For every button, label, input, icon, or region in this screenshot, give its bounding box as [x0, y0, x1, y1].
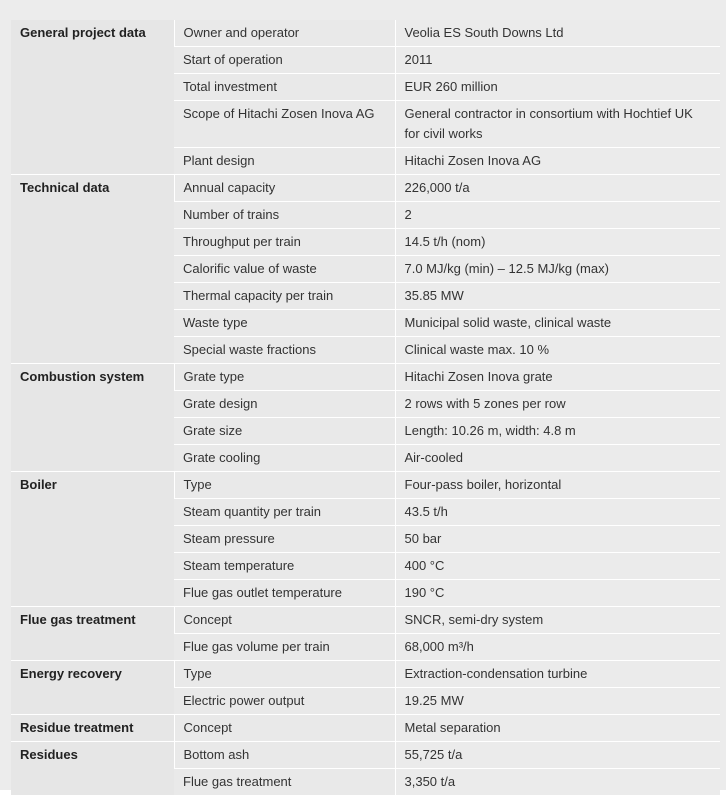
parameter-value: 7.0 MJ/kg (min) – 12.5 MJ/kg (max)	[395, 256, 720, 283]
parameter-label: Steam quantity per train	[174, 499, 395, 526]
section-title: Boiler	[11, 472, 174, 607]
table-row	[11, 742, 720, 769]
parameter-value: 2 rows with 5 zones per row	[395, 391, 720, 418]
parameter-label: Flue gas treatment	[174, 769, 395, 796]
table-row	[11, 364, 720, 391]
parameter-label: Grate size	[174, 418, 395, 445]
section-title: Residue treatment	[11, 715, 174, 742]
parameter-value: Four-pass boiler, horizontal	[395, 472, 720, 499]
parameter-label: Annual capacity	[174, 175, 395, 202]
table-row	[11, 175, 720, 202]
parameter-value: Hitachi Zosen Inova grate	[395, 364, 720, 391]
parameter-label: Concept	[174, 715, 395, 742]
parameter-value: Extraction-condensation turbine	[395, 661, 720, 688]
section-title: Energy recovery	[11, 661, 174, 715]
parameter-label: Total investment	[174, 74, 395, 101]
parameter-value: Length: 10.26 m, width: 4.8 m	[395, 418, 720, 445]
parameter-label: Owner and operator	[174, 20, 395, 47]
parameter-value: 226,000 t/a	[395, 175, 720, 202]
parameter-value: Municipal solid waste, clinical waste	[395, 310, 720, 337]
section-title: Flue gas treatment	[11, 607, 174, 661]
parameter-value: 3,350 t/a	[395, 769, 720, 796]
parameter-value: 55,725 t/a	[395, 742, 720, 769]
parameter-label: Start of operation	[174, 47, 395, 74]
table-row	[11, 661, 720, 688]
parameter-label: Grate type	[174, 364, 395, 391]
parameter-value: General contractor in consortium with Hochtief UK for civil works	[395, 101, 720, 148]
parameter-value: 400 °C	[395, 553, 720, 580]
section-title: Technical data	[11, 175, 174, 364]
parameter-label: Bottom ash	[174, 742, 395, 769]
table-row	[11, 20, 720, 47]
parameter-value: 68,000 m³/h	[395, 634, 720, 661]
parameter-value: Air-cooled	[395, 445, 720, 472]
parameter-label: Type	[174, 472, 395, 499]
parameter-value: Hitachi Zosen Inova AG	[395, 148, 720, 175]
parameter-label: Steam temperature	[174, 553, 395, 580]
parameter-value: 2	[395, 202, 720, 229]
parameter-label: Grate cooling	[174, 445, 395, 472]
section-title: General project data	[11, 20, 174, 175]
parameter-value: 43.5 t/h	[395, 499, 720, 526]
parameter-label: Electric power output	[174, 688, 395, 715]
parameter-value: 19.25 MW	[395, 688, 720, 715]
parameter-label: Calorific value of waste	[174, 256, 395, 283]
parameter-label: Number of trains	[174, 202, 395, 229]
parameter-value: 50 bar	[395, 526, 720, 553]
table-row	[11, 472, 720, 499]
parameter-value: 35.85 MW	[395, 283, 720, 310]
parameter-value: 2011	[395, 47, 720, 74]
parameter-value: EUR 260 million	[395, 74, 720, 101]
parameter-label: Waste type	[174, 310, 395, 337]
project-data-table	[11, 20, 720, 796]
parameter-label: Type	[174, 661, 395, 688]
section-title: Combustion system	[11, 364, 174, 472]
parameter-value: Clinical waste max. 10 %	[395, 337, 720, 364]
parameter-label: Scope of Hitachi Zosen Inova AG	[174, 101, 395, 148]
parameter-label: Throughput per train	[174, 229, 395, 256]
parameter-label: Grate design	[174, 391, 395, 418]
parameter-value: 190 °C	[395, 580, 720, 607]
table-row	[11, 715, 720, 742]
parameter-label: Special waste fractions	[174, 337, 395, 364]
section-title: Residues	[11, 742, 174, 796]
parameter-label: Flue gas outlet temperature	[174, 580, 395, 607]
parameter-label: Flue gas volume per train	[174, 634, 395, 661]
table-row	[11, 607, 720, 634]
parameter-value: Veolia ES South Downs Ltd	[395, 20, 720, 47]
parameter-label: Concept	[174, 607, 395, 634]
parameter-label: Thermal capacity per train	[174, 283, 395, 310]
parameter-value: 14.5 t/h (nom)	[395, 229, 720, 256]
parameter-label: Steam pressure	[174, 526, 395, 553]
parameter-value: SNCR, semi-dry system	[395, 607, 720, 634]
parameter-value: Metal separation	[395, 715, 720, 742]
parameter-label: Plant design	[174, 148, 395, 175]
